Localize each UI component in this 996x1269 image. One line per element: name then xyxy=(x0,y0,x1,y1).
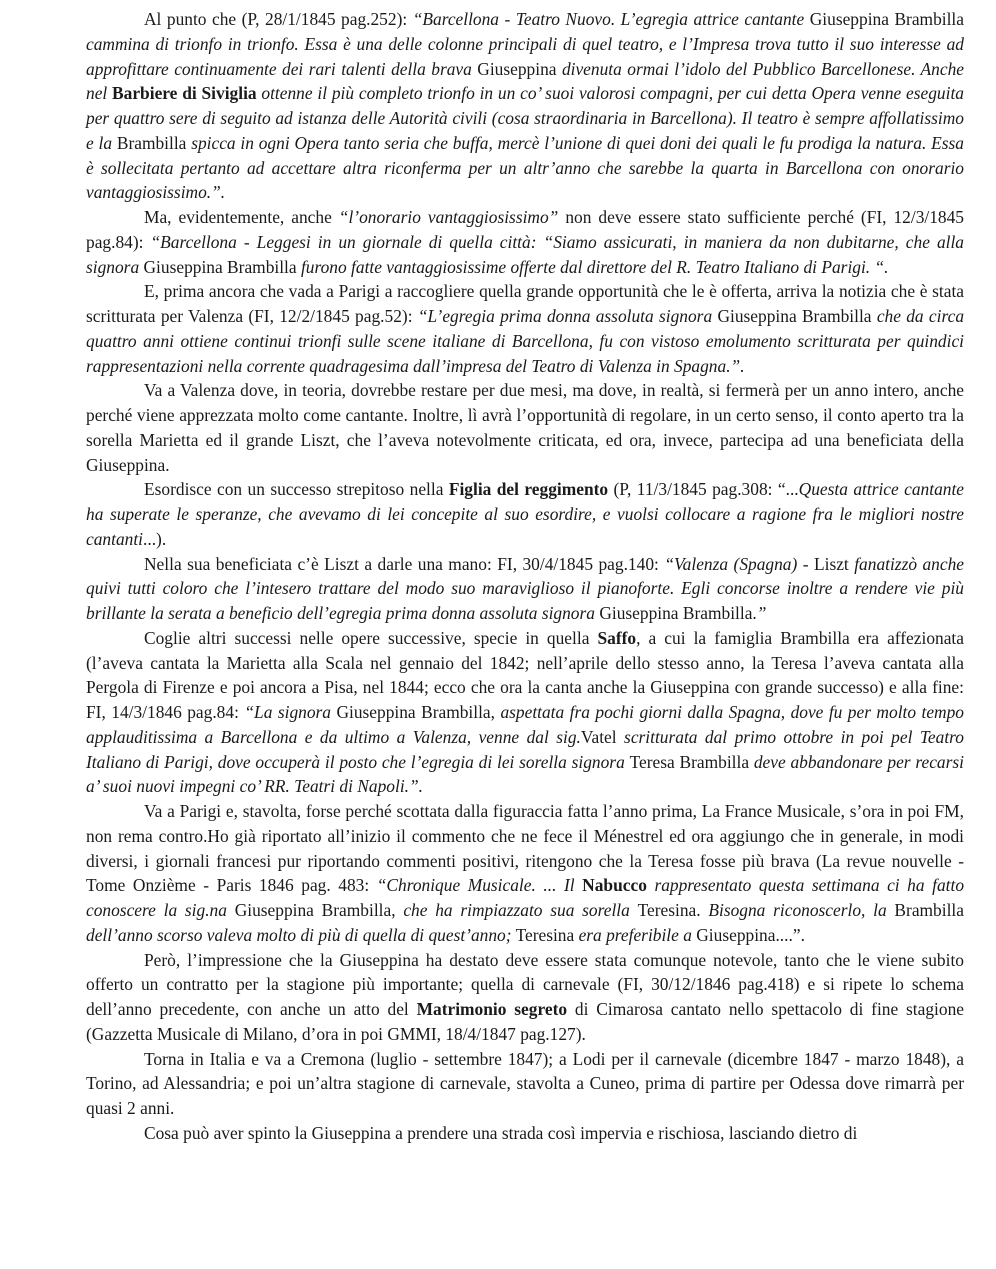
text-run: Nella sua beneficiata c’è Liszt a darle una mano: FI, 30/4/1845 pag.140: xyxy=(144,553,665,574)
italic-quote: furono fatte vantaggiosissime offerte dal direttore del R. Teatro Italiano di Parigi. “. xyxy=(300,256,889,277)
text-run: Teresa Brambilla xyxy=(629,751,754,772)
text-run: di Cimarosa cantato nello spettacolo di fine stagione (Gazzetta Musicale di Milano, d’ora in poi GMMI, 18/4/1847 pag.127). xyxy=(86,999,964,1044)
italic-quote: “Barcellona - Teatro Nuovo. L’egregia attrice cantante xyxy=(412,9,810,29)
text-run: (P, 11/3/1845 pag.308: “... xyxy=(608,479,799,500)
text-run: Al punto che (P, 28/1/1845 pag.252): xyxy=(144,9,413,29)
text-run: ...). xyxy=(143,528,167,549)
text-run: E, prima ancora che vada a Parigi a raccogliere quella grande opportunità che le è offerta, arriva la notizia che è stata scritturata per Valenza (FI, 12/2/1845 pag.52): xyxy=(86,281,964,326)
italic-quote: cammina di trionfo in trionfo. Essa è una delle colonne principali di quel teatro, e l’Impresa trova tutto il suo interesse ad approfittare continuamente dei rari talenti della brava xyxy=(86,33,964,79)
text-run: Giuseppina Brambilla. xyxy=(599,603,757,623)
italic-quote: “La signora xyxy=(244,702,337,722)
text-run: Coglie altri successi nelle opere successive, specie in quella xyxy=(144,627,598,648)
bold-title: Saffo xyxy=(597,627,637,648)
text-run: Giuseppina Brambilla xyxy=(143,256,301,277)
italic-quote: che da circa quattro anni ottiene continui trionfi sulle scene italiane di Barcellona, fu con vistoso emolumento scritturata per quindici rappresentazioni nella corrente quadragesima dall’impresa del Teatro di Valenza in Spagna.”. xyxy=(86,306,965,376)
paragraph xyxy=(86,799,964,948)
italic-quote: “Valenza (Spagna) - xyxy=(664,553,814,574)
italic-quote: divenuta ormai l’idolo del Pubblico Barcellonese. Anche nel xyxy=(86,58,965,104)
paragraph xyxy=(86,477,964,551)
paragraph xyxy=(86,205,964,279)
paragraph xyxy=(86,1047,964,1121)
paragraph xyxy=(86,378,964,477)
text-run: , a cui la famiglia Brambilla era affezionata (l’aveva cantata la Marietta alla Scala nel gennaio del 1842; nell’aprile dello stesso anno, la Teresa l’aveva cantata alla Pergola di Firenze e poi ancora a Pisa, nel 1844; ecco che ora la canta anche la Giuseppina con grande successo) e alla fine: FI, 14/3/1846 pag.84: xyxy=(86,627,964,722)
italic-quote: Questa attrice cantante ha superate le speranze, che avevamo di lei concepite al suo esordire, e vuolsi collocare a ragione fra le migliori nostre cantanti xyxy=(86,479,965,549)
italic-quote: “L’egregia prima donna assoluta signora xyxy=(417,306,718,326)
italic-quote: scritturata dal primo ottobre in poi pel Teatro Italiano di Parigi, dove occuperà il posto che l’egregia di lei sorella signora xyxy=(86,726,964,772)
text-run: Giuseppina....”. xyxy=(696,924,805,945)
text-run: Ma, evidentemente, anche xyxy=(144,207,339,227)
italic-quote: ottenne il più completo trionfo in un co’ suoi valorosi compagni, per cui detta Opera venne eseguita per quattro sere di seguito ad istanza delle Autorità civili (cosa straordinaria in Barcellona). Il teatro è sempre affollatissimo e la xyxy=(86,83,964,153)
paragraph xyxy=(86,7,964,205)
italic-quote: “l’onorario vantaggiosissimo” xyxy=(338,207,559,227)
italic-quote: Bisogna riconoscerlo, la xyxy=(708,900,895,920)
italic-quote: spicca in ogni Opera tanto seria che buffa, mercè l’unione di quei doni dei quali le fu prodiga la natura. Essa è sollecitata pertanto ad accettare altra riconferma per un altr’anno che sarebbe la quarta in Barcellona con onorario vantaggiosissimo.”. xyxy=(86,132,964,203)
italic-quote: rappresentato questa settimana ci ha fatto conoscere la sig.na xyxy=(86,875,965,920)
italic-quote: “Chronique Musicale. ... Il xyxy=(376,875,583,896)
text-run: Giuseppina Brambilla xyxy=(809,9,964,29)
text-run: Giuseppina Brambilla, xyxy=(336,702,501,722)
bold-title: Nabucco xyxy=(582,875,647,896)
text-run: Liszt xyxy=(813,553,855,574)
italic-quote: che ha rimpiazzato sua sorella xyxy=(403,900,638,920)
bold-title: Barbiere di Siviglia xyxy=(112,83,257,104)
italic-quote: era preferibile a xyxy=(578,924,697,945)
paragraph xyxy=(86,626,964,799)
italic-quote: “Barcellona - Leggesi in un giornale di quella città: “Siamo assicurati, in maniera da non dubitarne, che alla signora xyxy=(86,231,965,277)
text-run: Giuseppina xyxy=(477,58,562,79)
text-run: Teresina. xyxy=(637,900,709,920)
bold-title: Matrimonio segreto xyxy=(416,999,568,1019)
text-run: non deve essere stato sufficiente perché (FI, 12/3/1845 pag.84): xyxy=(86,207,965,252)
paragraph xyxy=(86,279,964,378)
text-run: Esordisce con un successo strepitoso nella xyxy=(144,479,449,500)
text-run: Va a Parigi e, stavolta, forse perché scottata dalla figuraccia fatta l’anno prima, La France Musicale, s’ora in poi FM, non rema contro.Ho già riportato all’inizio il commento che ne fece il Ménestrel ed ora aggiungo che in generale, in modi diversi, i giornali francesi pur riportando commenti positivi, ritengono che la Teresa fosse più brava (La revue nouvelle - Tome Onzième - Paris 1846 pag. 483: xyxy=(86,801,964,896)
text-run: Vatel xyxy=(580,726,625,747)
text-run: Brambilla xyxy=(116,132,192,153)
text-run: Torna in Italia e va a Cremona (luglio - settembre 1847); a Lodi per il carnevale (dicembre 1847 - marzo 1848), a Torino, ad Alessandria; e poi un’altra stagione di carnevale, stavolta a Cuneo, prima di partire per Odessa dove rimarrà per quasi 2 anni. xyxy=(86,1048,964,1118)
italic-quote: dell’anno scorso valeva molto di più di quella di quest’anno; xyxy=(86,924,512,945)
text-run: Giuseppina Brambilla, xyxy=(234,900,404,920)
text-run: Va a Valenza dove, in teoria, dovrebbe restare per due mesi, ma dove, in realtà, si fermerà per un anno intero, anche perché viene apprezzata molto come cantante. Inoltre, lì avrà l’opportunità di regolare, in un certo senso, il conto aperto tra la sorella Marietta ed il grande Liszt, che l’aveva notevolmente criticata, ed ora, invece, partecipa ad una beneficiata della Giuseppina. xyxy=(86,380,964,475)
text-run: Brambilla xyxy=(894,900,964,920)
text-run: Giuseppina Brambilla xyxy=(717,306,877,326)
italic-quote: fanatizzò anche quivi tutti coloro che l’intesero trattare del modo suo maraviglioso il pianoforte. Egli concorse inoltre a rendere vie più brillante la serata a beneficio dell’egregia prima donna assoluta signora xyxy=(86,553,965,623)
document-page xyxy=(86,7,964,1146)
text-run: Teresina xyxy=(511,924,579,945)
text-run: Però, l’impressione che la Giuseppina ha destato deve essere stata comunque notevole, tanto che le viene subito offerto un contratto per la stagione più importante; quella di carnevale (FI, 30/12/1846 pag.418) e si ripete lo schema dell’anno precedente, con anche un atto del xyxy=(86,949,964,1019)
italic-quote: aspettata fra pochi giorni dalla Spagna, dove fu per molto tempo applauditissima a Barcellona e da ultimo a Valenza, venne dal sig. xyxy=(86,702,964,747)
paragraph xyxy=(86,552,964,626)
paragraph xyxy=(86,948,964,1047)
italic-quote: deve abbandonare per recarsi a’ suoi nuovi impegni co’ RR. Teatri di Napoli.”. xyxy=(86,751,964,797)
italic-quote: ” xyxy=(756,603,767,623)
paragraph xyxy=(86,1121,964,1146)
bold-title: Figlia del reggimento xyxy=(448,479,609,500)
text-run: Cosa può aver spinto la Giuseppina a prendere una strada così impervia e rischiosa, lasciando dietro di xyxy=(144,1122,858,1143)
